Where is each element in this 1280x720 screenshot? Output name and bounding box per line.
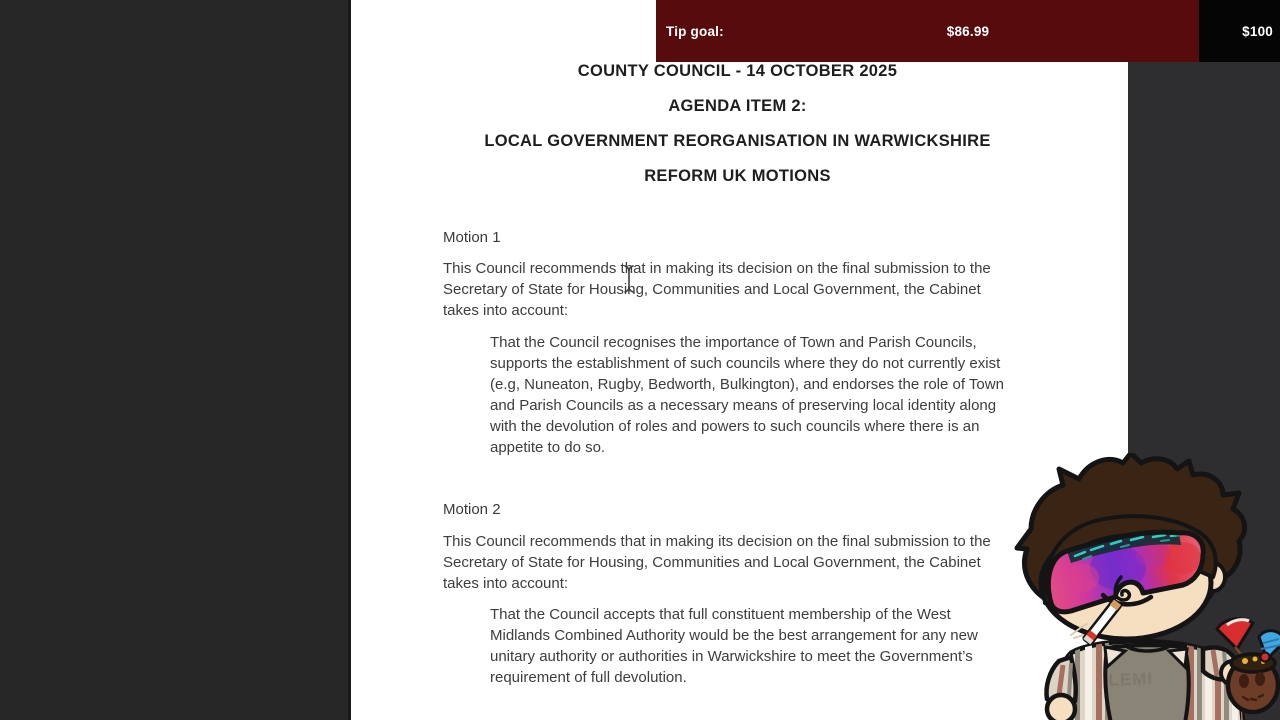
motion-2-heading: Motion 2 (443, 501, 501, 518)
tip-goal-target-amount: $100 (1242, 23, 1273, 39)
text-line: supports the establishment of such councils where they do not currently exist (490, 355, 1001, 372)
tip-goal-current-amount: $86.99 (946, 23, 990, 39)
document-content (351, 0, 1128, 688)
motion-2-intro (443, 531, 1032, 594)
streamer-avatar (1013, 453, 1280, 720)
text-line: Midlands Combined Authority would be the best arrangement for any new (490, 627, 978, 644)
text-line: That the Council accepts that full constituent membership of the West (490, 606, 951, 623)
text-line: requirement of full devolution. (490, 669, 687, 686)
text-line: COUNTY COUNCIL - 14 OCTOBER 2025 (577, 62, 898, 80)
text-line: unitary authority or authorities in Warwickshire to meet the Government’s (490, 648, 973, 665)
text-line: AGENDA ITEM 2: (668, 97, 807, 115)
text-line: LOCAL GOVERNMENT REORGANISATION IN WARWICKSHIRE (484, 132, 991, 150)
text-line: Secretary of State for Housing, Communities and Local Government, the Cabinet (443, 554, 981, 571)
text-line: appetite to do so. (490, 439, 606, 456)
text-line: and Parish Councils as a necessary means of preserving local identity along (490, 397, 997, 414)
motion-2-clause (490, 604, 1032, 688)
text-line: takes into account: (443, 575, 569, 592)
motion-1-clause (490, 332, 1032, 458)
text-line: with the devolution of roles and powers to such councils where there is an (490, 418, 980, 435)
avatar-body (1047, 633, 1247, 720)
document-title (443, 54, 1032, 194)
tip-goal-bar (656, 0, 1280, 62)
text-line: This Council recommends that in making its decision on the final submission to the (443, 533, 991, 550)
text-line: That the Council recognises the importance of Town and Parish Councils, (490, 334, 977, 351)
text-line: REFORM UK MOTIONS (644, 167, 831, 185)
text-line: This Council recommends that in making its decision on the final submission to the (443, 260, 991, 277)
motion-1-heading: Motion 1 (443, 229, 501, 246)
document-page[interactable] (351, 0, 1128, 720)
motion-1-intro (443, 258, 1032, 321)
text-line: (e.g, Nuneaton, Rugby, Bedworth, Bulkington), and endorses the role of Town (490, 376, 1004, 393)
text-line: Secretary of State for Housing, Communities and Local Government, the Cabinet (443, 281, 981, 298)
left-backdrop (0, 0, 348, 720)
avatar-shirt-text: LEMI (1108, 669, 1154, 690)
tip-goal-label: Tip goal: (666, 23, 724, 39)
text-line: takes into account: (443, 302, 569, 319)
text-cursor-icon (622, 264, 636, 294)
